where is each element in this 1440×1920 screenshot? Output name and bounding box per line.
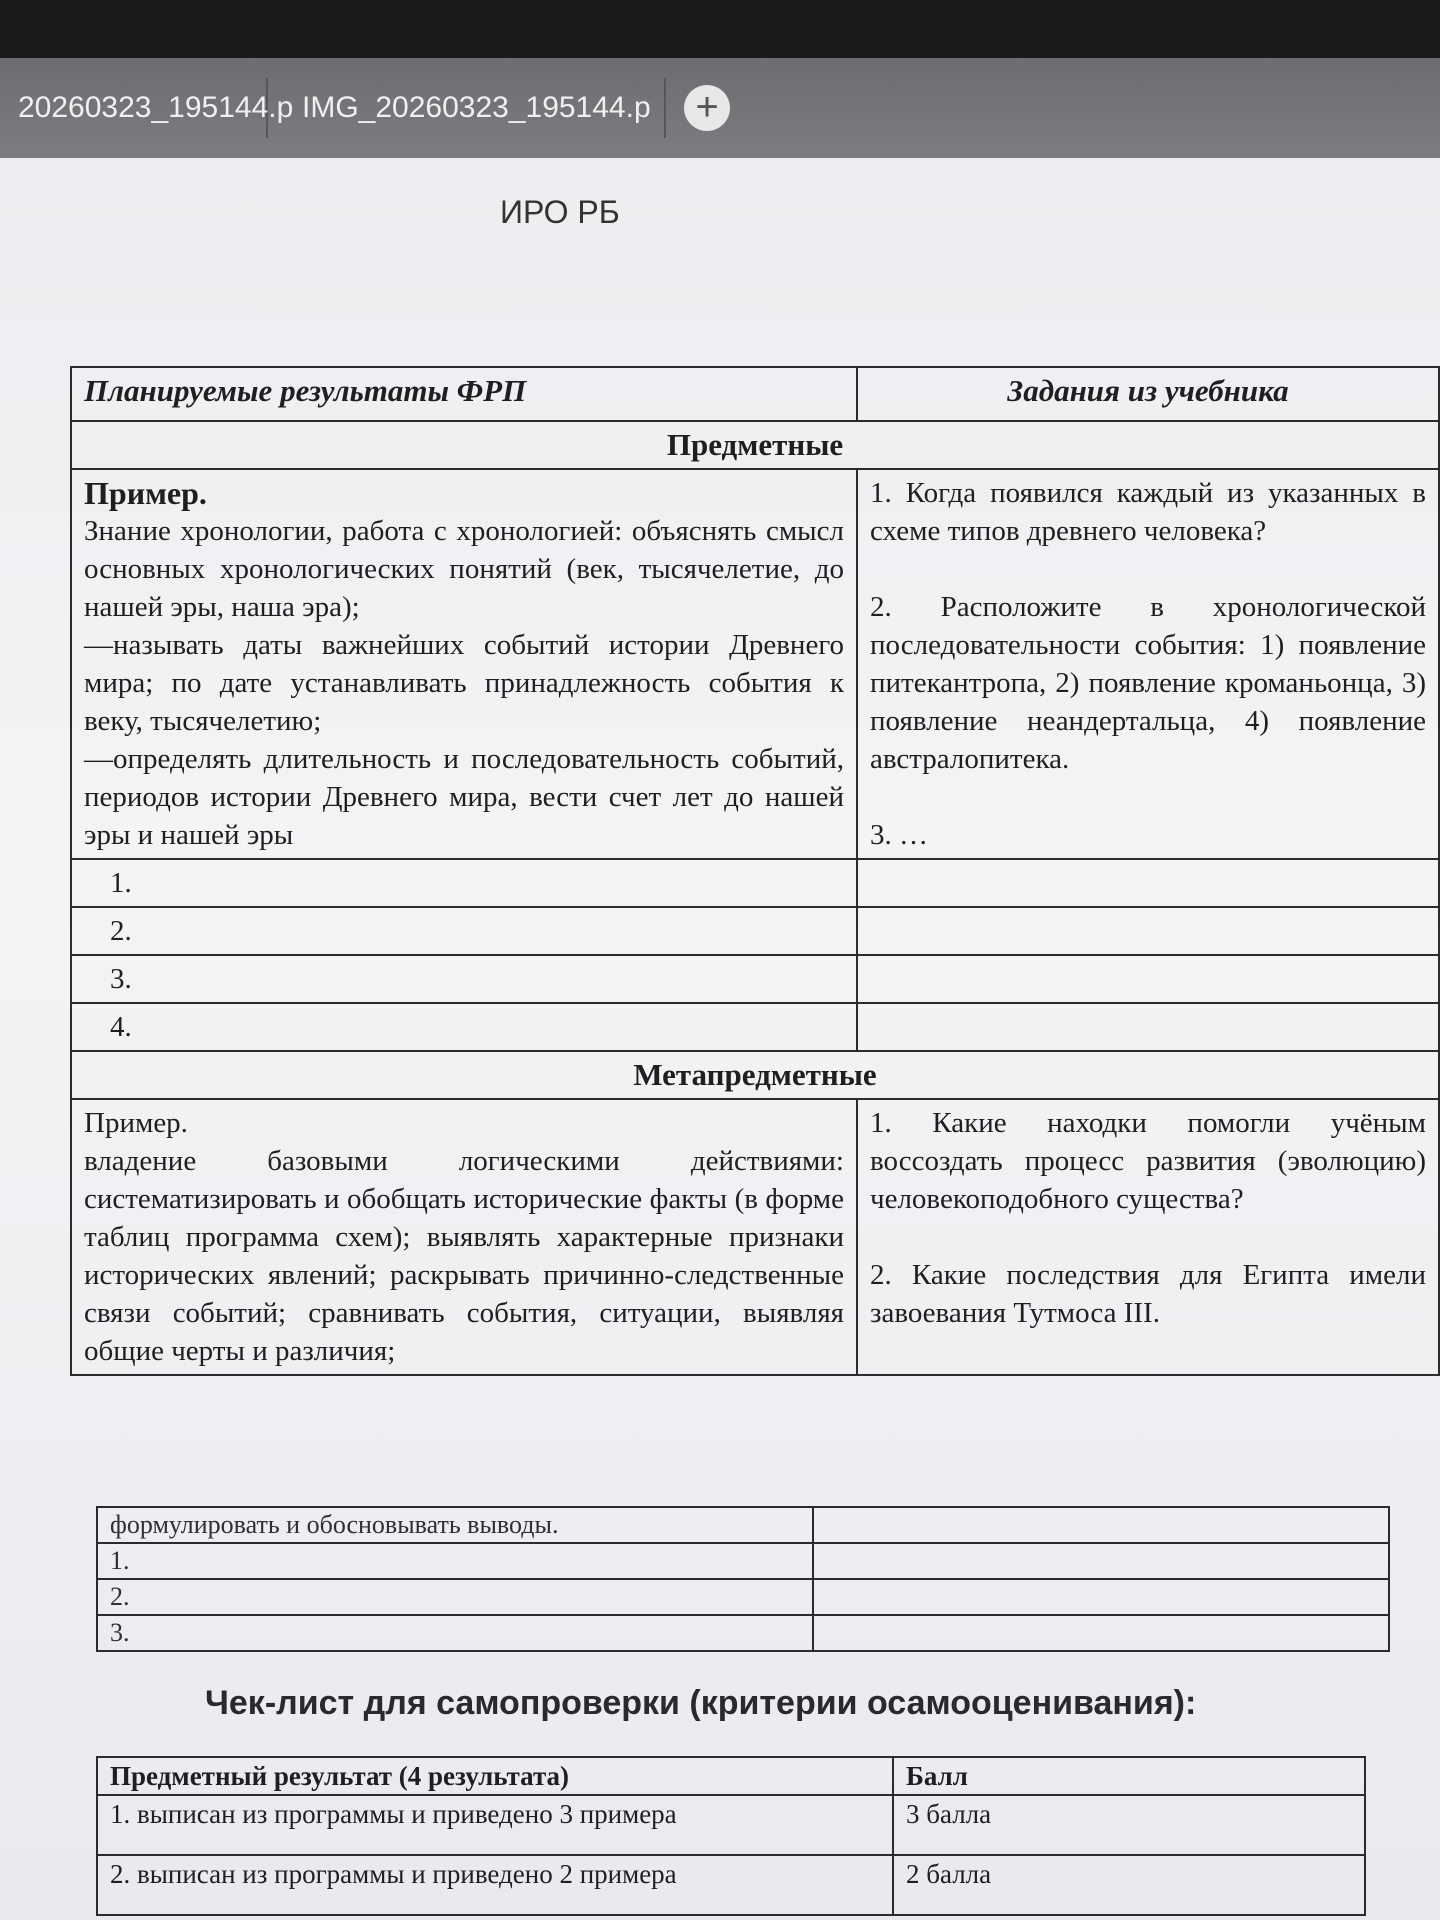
table-row [97,1579,1389,1615]
subject-row-task [857,1003,1439,1051]
subject-task-2: 2. Расположите в хронологической последовательности события: 1) появление питекантропа, 2) появление кроманьонца, 3) появление неандертальца, 4) появление австралопитека. [870,591,1426,775]
checklist-score: 2 балла [893,1855,1365,1915]
subject-example-text-3: —определять длительность и последовательность событий, периодов истории Древнего мира, вести счет лет до нашей эры и нашей эры [84,743,844,851]
continuation-row-number: 1. [97,1543,813,1579]
meta-tasks-cell [857,1099,1439,1375]
meta-example-label: Пример. [84,1107,188,1139]
subject-tasks-cell [857,469,1439,859]
continuation-row-number: 2. [97,1579,813,1615]
subject-example-label: Пример. [84,475,207,511]
subject-task-3: 3. … [870,819,928,851]
checklist-criterion: 1. выписан из программы и приведено 3 примера [97,1795,893,1855]
table-row [97,1507,1389,1543]
subject-row-task [857,859,1439,907]
browser-tab-bar [0,58,1440,158]
subject-example-text-2: —называть даты важнейших событий истории Древнего мира; по дате устанавливать принадлежность события к веку, тысячелетию; [84,629,844,737]
browser-tab-2-label: IMG_20260323_195144.p [302,91,651,124]
screen-bezel [0,0,1440,58]
subject-example-text-1: Знание хронологии, работа с хронологией: объяснять смысл основных хронологических понятий (век, тысячелетие, до нашей эры, наша эра); [84,515,844,623]
meta-example-cell [71,1099,857,1375]
browser-tab-1-label: 20260323_195144.p [18,91,294,124]
table-row [97,1855,1365,1915]
table-row [97,1615,1389,1651]
checklist-header-criterion: Предметный результат (4 результата) [97,1757,893,1795]
continuation-first-row: формулировать и обосновывать выводы. [97,1507,813,1543]
subject-row-task [857,907,1439,955]
continuation-row-number: 3. [97,1615,813,1651]
subject-row-number: 4. [71,1003,857,1051]
column-header-textbook-tasks: Задания из учебника [857,367,1439,421]
checklist-score: 3 балла [893,1795,1365,1855]
results-table [70,366,1440,1376]
subject-row-number: 2. [71,907,857,955]
table-row [97,1795,1365,1855]
new-tab-button[interactable]: + [684,85,730,131]
continuation-table [96,1506,1390,1652]
meta-task-2: 2. Какие последствия для Египта имели завоевания Тутмоса III. [870,1259,1426,1329]
section-title-subject: Предметные [71,421,1439,469]
continuation-cell [813,1615,1389,1651]
meta-example-text: владение базовыми логическими действиями: систематизировать и обобщать исторические факты (в форме таблиц программа схем); выявлять характерные признаки исторических явлений; раскрывать причинно-следственные связи событий; сравнивать события, ситуации, выявляя общие черты и различия; [84,1145,844,1367]
continuation-cell [813,1579,1389,1615]
section-title-meta: Метапредметные [71,1051,1439,1099]
meta-task-1: 1. Какие находки помогли учёным воссоздать процесс развития (эволюцию) человекоподобного существа? [870,1107,1426,1215]
checklist-title: Чек-лист для самопроверки (критерии осамооценивания): [205,1684,1197,1722]
subject-row-task [857,955,1439,1003]
table-row [71,955,1439,1003]
column-header-planned-results: Планируемые результаты ФРП [71,367,857,421]
checklist-table [96,1756,1366,1916]
table-row [71,1003,1439,1051]
table-row [97,1543,1389,1579]
table-row [71,907,1439,955]
page-header-org: ИРО РБ [500,194,620,230]
browser-tab-2[interactable] [268,78,666,138]
browser-tab-1[interactable] [0,78,294,138]
subject-example-cell [71,469,857,859]
table-row [71,859,1439,907]
document-page [0,158,1440,1920]
subject-row-number: 3. [71,955,857,1003]
checklist-criterion: 2. выписан из программы и приведено 2 примера [97,1855,893,1915]
continuation-cell [813,1507,1389,1543]
continuation-cell [813,1543,1389,1579]
subject-task-1: 1. Когда появился каждый из указанных в схеме типов древнего человека? [870,477,1426,547]
subject-row-number: 1. [71,859,857,907]
checklist-header-score: Балл [893,1757,1365,1795]
